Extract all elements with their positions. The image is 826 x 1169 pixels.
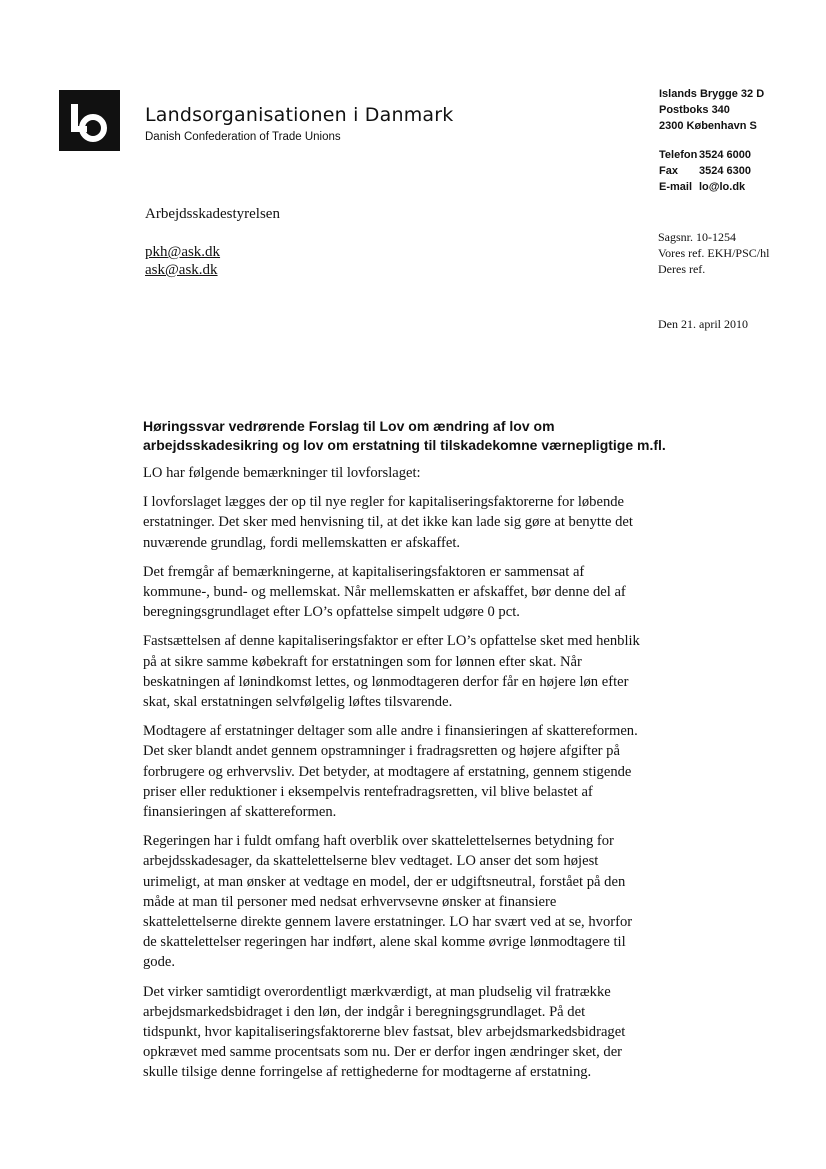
- letter-date: Den 21. april 2010: [658, 317, 748, 331]
- body-paragraph: [143, 831, 713, 972]
- organization-header: [145, 103, 453, 143]
- paragraph-line: arbejdsmarkedsbidraget i den løn, der indgår i beregningsgrundlaget. På det: [143, 1003, 586, 1020]
- paragraph-line: Det sker blandt andet gennem opstramninger i fradragsretten og højere afgifter på: [143, 743, 620, 760]
- body-paragraph: [143, 631, 713, 712]
- paragraph-line: Fastsættelsen af denne kapitaliseringsfaktor er efter LO’s opfattelse sket med henblik: [143, 633, 640, 650]
- lo-logo: [59, 90, 120, 151]
- sender-address: [659, 86, 764, 195]
- body-paragraph: [143, 492, 713, 553]
- recipient-email-link[interactable]: ask@ask.dk: [145, 262, 218, 278]
- paragraph-line: Det fremgår af bemærkningerne, at kapitaliseringsfaktoren er sammensat af: [143, 563, 585, 580]
- lo-logo-mark: [59, 90, 120, 151]
- paragraph-line: priser eller reduktioner i eksempelvis rentefradragsretten, vil blive belastet af: [143, 783, 593, 800]
- reference-block: [658, 229, 769, 277]
- paragraph-line: tidspunkt, hvor kapitaliseringsfaktorerne blev fastsat, blev arbejdsmarkedsbidraget: [143, 1024, 626, 1041]
- phone-row: [659, 147, 764, 163]
- phone-label: Telefon: [659, 149, 698, 161]
- paragraph-line: Det virker samtidigt overordentligt mærkværdigt, at man pludselig vil fratrække: [143, 983, 611, 1000]
- title-line: arbejdsskadesikring og lov om erstatning til tilskadekomne værnepligtige m.fl.: [143, 437, 666, 453]
- paragraph-line: skat, skal erstatningen selvfølgelig løftes tilsvarende.: [143, 694, 453, 711]
- address-city: 2300 København S: [659, 120, 757, 132]
- paragraph-line: skulle tilsige denne forringelse af rettighederne for modtagerne af erstatning.: [143, 1064, 592, 1081]
- email-value: lo@lo.dk: [699, 181, 746, 193]
- address-street: Islands Brygge 32 D: [659, 88, 765, 100]
- title-line: Høringssvar vedrørende Forslag til Lov om ændring af lov om: [143, 418, 555, 434]
- paragraph-line: nuværende grundlag, fordi mellemskatten er afskaffet.: [143, 534, 461, 551]
- fax-label: Fax: [659, 165, 678, 177]
- paragraph-line: Regeringen har i fuldt omfang haft overblik over skattelettelsernes betydning for: [143, 833, 614, 850]
- phone-value: 3524 6000: [699, 149, 751, 161]
- recipient-block: [145, 205, 280, 279]
- case-number: Sagsnr. 10-1254: [658, 230, 736, 244]
- letter-title: [143, 417, 713, 455]
- paragraph-line: arbejdsskadesager, da skattelettelserne blev vedtaget. LO anser det som højest: [143, 853, 599, 870]
- paragraph-line: på at sikre samme købekraft for erstatningen som for lønnen efter skat. Når: [143, 653, 582, 670]
- recipient-name: Arbejdsskadestyrelsen: [145, 206, 280, 222]
- paragraph-line: opkrævet med samme procentsats som nu. Der er derfor ingen ændringer sket, der: [143, 1044, 623, 1061]
- paragraph-line: måde at man til personer med nedsat erhvervsevne ønsker at finansiere: [143, 893, 557, 910]
- paragraph-line: gode.: [143, 954, 176, 971]
- paragraph-line: beregningsgrundlaget efter LO’s opfattelse simpelt udgøre 0 pct.: [143, 604, 520, 621]
- letter-body: [143, 417, 713, 1092]
- paragraph-line: erstatninger. Det sker med henvisning til, at det ikke kan lade sig gøre at benytte det: [143, 514, 633, 531]
- paragraph-line: urimeligt, at man ønsker at vedtage en model, der er udgiftsneutral, forstået på den: [143, 873, 626, 890]
- email-label: E-mail: [659, 181, 693, 193]
- body-paragraph: [143, 982, 713, 1083]
- paragraph-line: finansieringen af skattereformen.: [143, 804, 337, 821]
- fax-row: [659, 163, 764, 179]
- paragraph-line: beskatningen af lønindkomst lettes, og lønmodtageren derfor får en højere løn efter: [143, 673, 629, 690]
- paragraph-line: kommune-, bund- og mellemskat. Når mellemskatten er afskaffet, bør denne del af: [143, 584, 626, 601]
- email-row: [659, 179, 764, 195]
- paragraph-line: Modtagere af erstatninger deltager som alle andre i finansieringen af skattereformen.: [143, 723, 638, 740]
- recipient-email-link[interactable]: pkh@ask.dk: [145, 244, 221, 260]
- our-reference: Vores ref. EKH/PSC/hl: [658, 246, 770, 260]
- body-paragraph: [143, 463, 713, 483]
- body-paragraph: [143, 562, 713, 623]
- organization-subtitle: Danish Confederation of Trade Unions: [145, 131, 341, 143]
- address-pobox: Postboks 340: [659, 104, 730, 116]
- paragraph-line: skattelettelserne direkte gennem lavere erstatninger. LO har svært ved at se, hvorfor: [143, 914, 633, 931]
- fax-value: 3524 6300: [699, 165, 751, 177]
- your-reference: Deres ref.: [658, 262, 706, 276]
- paragraph-line: LO har følgende bemærkninger til lovforslaget:: [143, 465, 421, 481]
- organization-name: Landsorganisationen i Danmark: [145, 104, 454, 126]
- paragraph-line: I lovforslaget lægges der op til nye regler for kapitaliseringsfaktorerne for løbende: [143, 494, 625, 511]
- paragraph-line: de skattelettelser regeringen har indført, alene skal komme øvrige lønmodtagere til: [143, 934, 626, 951]
- paragraph-line: forbrugere og erhvervsliv. Det betyder, at modtagere af erstatning, gennem stigende: [143, 763, 632, 780]
- body-paragraph: [143, 721, 713, 822]
